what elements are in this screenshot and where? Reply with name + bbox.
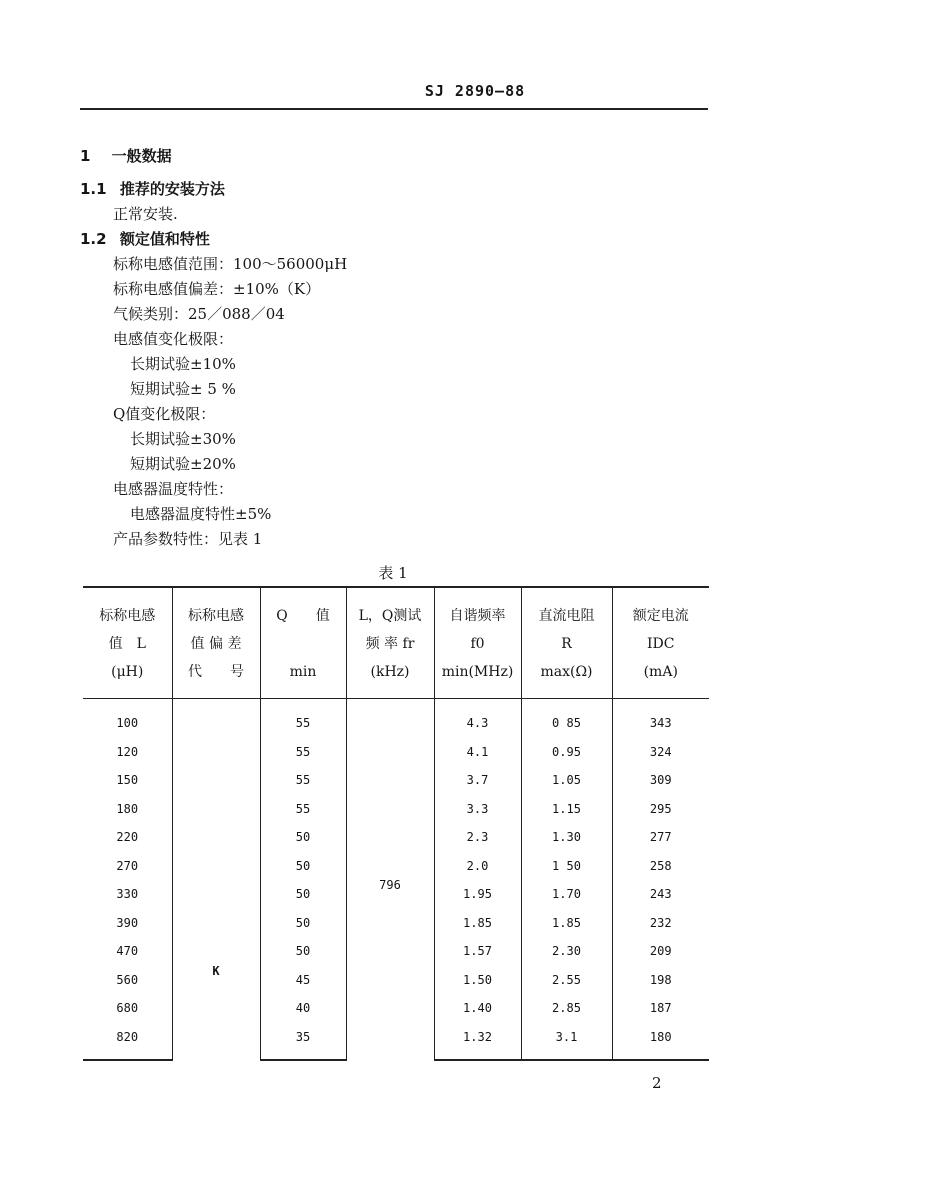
cell-rated-current: 343 [612,699,709,738]
cell-rated-current: 243 [612,880,709,909]
cell-rated-current: 232 [612,909,709,938]
cell-rated-current: 180 [612,1023,709,1061]
cell-rated-current: 324 [612,738,709,767]
section-1-2-heading [80,229,210,249]
cell-inductance: 220 [116,830,139,845]
cell-dc-resistance: 2.85 [521,994,612,1023]
cell-rated-current: 309 [612,766,709,795]
header-q-value: Q 值 min [260,587,346,699]
table-row [83,699,709,738]
cell-rated-current: 187 [612,994,709,1023]
document-code-header: SJ 2890—88 [424,82,526,100]
section-1-heading [80,146,172,166]
header-self-resonant-frequency: 自谐频率 f0 min(MHz) [434,587,521,699]
spec-temperature-characteristic: 电感器温度特性： [113,480,234,498]
cell-inductance: 470 [116,944,139,959]
cell-inductance: 180 [116,801,139,816]
spec-inductance-long-term: 长期试验±10% [130,355,236,373]
cell-dc-resistance: 3.1 [521,1023,612,1061]
header-dc-resistance: 直流电阻 R max(Ω) [521,587,612,699]
cell-dc-resistance: 1.15 [521,795,612,824]
cell-q-min: 50 [260,880,346,909]
cell-self-resonant-frequency: 1.57 [434,937,521,966]
cell-q-min: 45 [260,966,346,995]
cell-inductance: 330 [116,887,139,902]
cell-dc-resistance: 0 85 [521,699,612,738]
cell-q-min: 50 [260,852,346,881]
cell-q-min: 55 [260,795,346,824]
spec-climate-category: 气候类别：25／088／04 [113,305,285,323]
spec-inductance-range: 标称电感值范围：100～56000μH [113,255,348,273]
section-1-number: 1 [80,147,91,165]
cell-q-min: 55 [260,766,346,795]
cell-self-resonant-frequency: 4.3 [434,699,521,738]
table-body [83,699,709,1061]
tolerance-code-value: K [212,963,220,978]
cell-q-min: 55 [260,738,346,767]
spec-inductance-change-limit: 电感值变化极限： [113,330,234,348]
cell-inductance: 820 [83,1023,172,1061]
cell-self-resonant-frequency: 1.32 [434,1023,521,1061]
cell-dc-resistance: 1.70 [521,880,612,909]
cell-dc-resistance: 1.30 [521,823,612,852]
cell-self-resonant-frequency: 1.85 [434,909,521,938]
header-rule [80,108,708,110]
cell-dc-resistance: 0.95 [521,738,612,767]
cell-self-resonant-frequency: 2.3 [434,823,521,852]
spec-inductance-short-term: 短期试验± 5 % [130,380,236,398]
cell-dc-resistance: 1.05 [521,766,612,795]
cell-test-frequency: 796 [346,699,434,1061]
cell-rated-current: 295 [612,795,709,824]
cell-q-min: 50 [260,909,346,938]
spec-product-parameters: 产品参数特性：见表 1 [113,530,263,548]
cell-inductance: 150 [116,773,139,788]
cell-q-min: 50 [260,937,346,966]
cell-q-min: 35 [260,1023,346,1061]
cell-rated-current: 209 [612,937,709,966]
cell-rated-current: 277 [612,823,709,852]
cell-q-min: 50 [260,823,346,852]
header-test-frequency: L，Q测试 频 率 fr (kHz) [346,587,434,699]
page-number: 2 [652,1074,662,1092]
cell-inductance: 680 [116,1001,139,1016]
cell-self-resonant-frequency: 1.40 [434,994,521,1023]
cell-self-resonant-frequency: 4.1 [434,738,521,767]
section-1-1-title: 推荐的安装方法 [119,180,225,198]
cell-rated-current: 198 [612,966,709,995]
header-nominal-inductance: 标称电感 值 L (μH) [83,587,172,699]
section-1-1-body: 正常安装. [113,205,178,223]
cell-q-min: 40 [260,994,346,1023]
section-1-2-number: 1.2 [80,230,107,248]
cell-self-resonant-frequency: 2.0 [434,852,521,881]
cell-self-resonant-frequency: 3.3 [434,795,521,824]
section-1-title: 一般数据 [111,147,172,165]
table-caption: 表 1 [378,564,408,582]
spec-q-change-limit: Q值变化极限： [113,405,216,423]
spec-temperature-value: 电感器温度特性±5% [130,505,272,523]
cell-tolerance-code [172,699,260,1061]
table-header-row [83,587,709,699]
cell-self-resonant-frequency: 1.50 [434,966,521,995]
cell-inductance: 270 [116,858,139,873]
cell-inductance: 120 [116,744,139,759]
cell-dc-resistance: 1.85 [521,909,612,938]
cell-rated-current: 258 [612,852,709,881]
cell-self-resonant-frequency: 1.95 [434,880,521,909]
cell-q-min: 55 [260,699,346,738]
cell-self-resonant-frequency: 3.7 [434,766,521,795]
cell-dc-resistance: 2.55 [521,966,612,995]
spec-q-short-term: 短期试验±20% [130,455,236,473]
parameter-table [83,586,709,1061]
cell-inductance: 100 [116,716,139,731]
cell-inductance: 390 [116,915,139,930]
spec-q-long-term: 长期试验±30% [130,430,236,448]
cell-dc-resistance: 2.30 [521,937,612,966]
section-1-2-title: 额定值和特性 [119,230,210,248]
cell-inductance: 560 [116,972,139,987]
header-rated-current: 额定电流 IDC (mA) [612,587,709,699]
section-1-1-heading [80,179,225,199]
spec-inductance-tolerance: 标称电感值偏差：±10%（K） [113,280,321,298]
cell-dc-resistance: 1 50 [521,852,612,881]
header-tolerance-code: 标称电感 值 偏 差 代 号 [172,587,260,699]
section-1-1-number: 1.1 [80,180,107,198]
